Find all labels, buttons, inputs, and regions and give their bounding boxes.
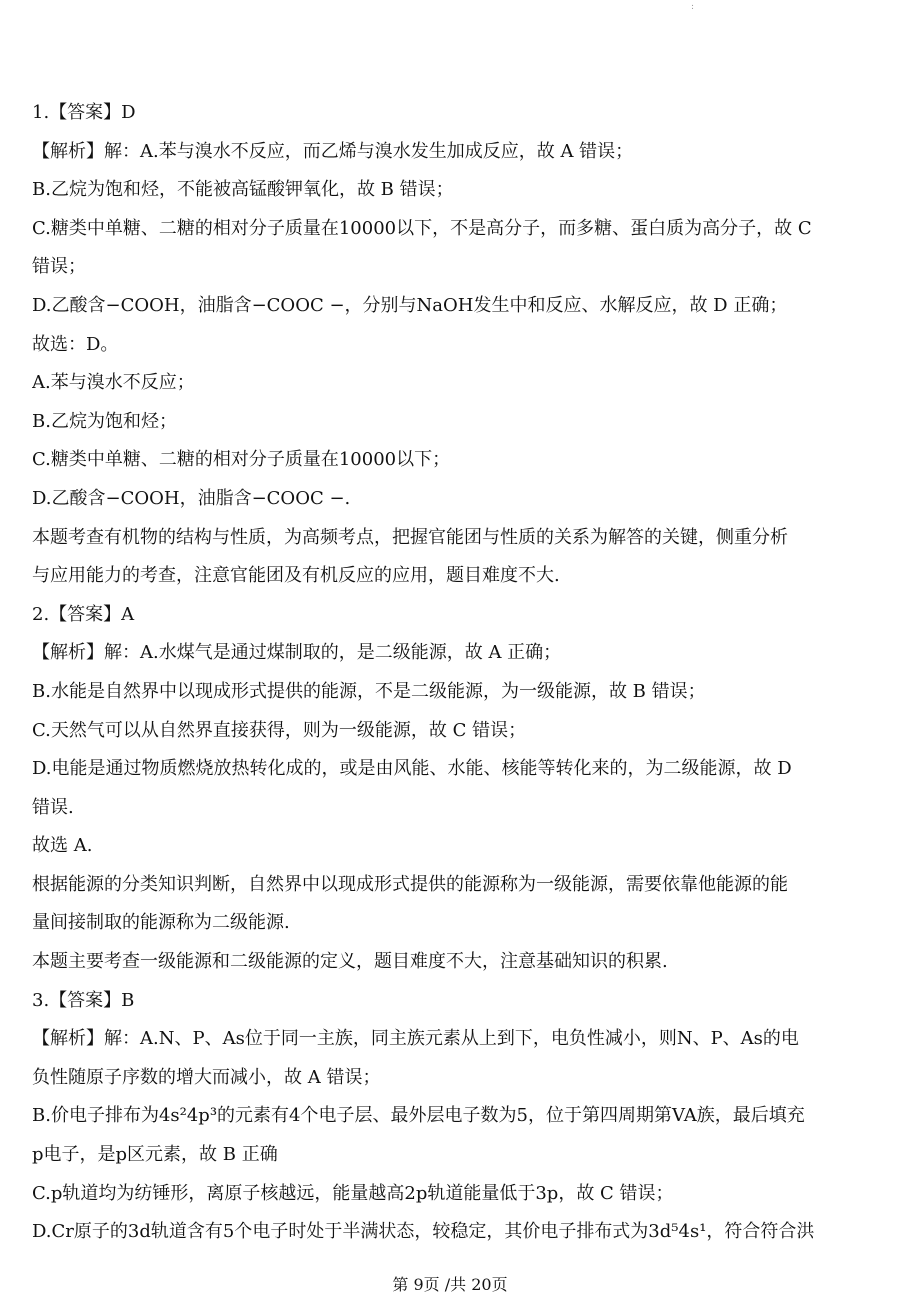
q2-analysis-line: B.水能是自然界中以现成形式提供的能源，不是二级能源，为一级能源，故 B 错误； [32, 680, 706, 702]
q1-analysis-line: C.糖类中单糖、二糖的相对分子质量在10000以下； [32, 449, 451, 471]
q1-analysis-line: C.糖类中单糖、二糖的相对分子质量在10000以下，不是高分子，而多糖、蛋白质为高分子，故 C [32, 217, 812, 239]
page-footer: 第 9页 /共 20页 [392, 1275, 508, 1294]
q2-analysis-line: 故选 A. [32, 835, 93, 857]
q2-analysis-line: D.电能是通过物质燃烧放热转化成的，或是由风能、水能、核能等转化来的，为二级能源，故 D [32, 758, 792, 780]
q1-analysis-line: B.乙烷为饱和烃； [32, 410, 177, 432]
q1-analysis-line: D.乙酸含−COOH，油脂含−COOC −. [32, 487, 351, 509]
q2-comment-line: 本题主要考查一级能源和二级能源的定义，题目难度不大，注意基础知识的积累. [32, 951, 668, 973]
q2-analysis-line: 【解析】解：A.水煤气是通过煤制取的，是二级能源，故 A 正确； [32, 642, 562, 664]
q1-analysis-line: 错误； [32, 256, 86, 278]
q1-analysis-line: D.乙酸含−COOH，油脂含−COOC −，分别与NaOH发生中和反应、水解反应，故 D 正确； [32, 294, 788, 316]
q3-answer-heading: 3.【答案】B [32, 989, 135, 1011]
q1-comment-line: 与应用能力的考查，注意官能团及有机反应的应用，题目难度不大. [32, 565, 560, 587]
top-mark: : [690, 2, 694, 12]
q3-analysis-line: p电子，是p区元素，故 B 正确 [32, 1144, 278, 1166]
q3-analysis-line: D.Cr原子的3d轨道含有5个电子时处于半满状态，较稳定，其价电子排布式为3d⁵4s¹，符合符合洪 [32, 1221, 815, 1243]
q1-comment-line: 本题考查有机物的结构与性质，为高频考点，把握官能团与性质的关系为解答的关键，侧重分析 [32, 526, 788, 548]
answer-content [32, 94, 878, 1252]
q3-analysis-line: 【解析】解：A.N、P、As位于同一主族，同主族元素从上到下，电负性减小，则N、P、As的电 [32, 1028, 799, 1050]
q2-answer-heading: 2.【答案】A [32, 603, 135, 625]
q3-analysis-line: B.价电子排布为4s²4p³的元素有4个电子层、最外层电子数为5，位于第四周期第VA族，最后填充 [32, 1105, 805, 1127]
q2-analysis-line: C.天然气可以从自然界直接获得，则为一级能源，故 C 错误； [32, 719, 527, 741]
q1-analysis-line: 【解析】解：A.苯与溴水不反应，而乙烯与溴水发生加成反应，故 A 错误； [32, 140, 634, 162]
q1-analysis-line: A.苯与溴水不反应； [32, 372, 195, 394]
q3-analysis-line: 负性随原子序数的增大而减小，故 A 错误； [32, 1066, 381, 1088]
q3-analysis-line: C.p轨道均为纺锤形，离原子核越远，能量越高2p轨道能量低于3p，故 C 错误； [32, 1182, 674, 1204]
q1-analysis-line: B.乙烷为饱和烃，不能被高锰酸钾氧化，故 B 错误； [32, 179, 454, 201]
q2-analysis-line: 错误. [32, 796, 74, 818]
q1-answer-heading: 1.【答案】D [32, 102, 136, 123]
q2-comment-line: 根据能源的分类知识判断，自然界中以现成形式提供的能源称为一级能源，需要依靠他能源的能 [32, 873, 788, 895]
q2-comment-line: 量间接制取的能源称为二级能源. [32, 912, 290, 934]
q1-analysis-line: 故选：D。 [32, 333, 119, 355]
